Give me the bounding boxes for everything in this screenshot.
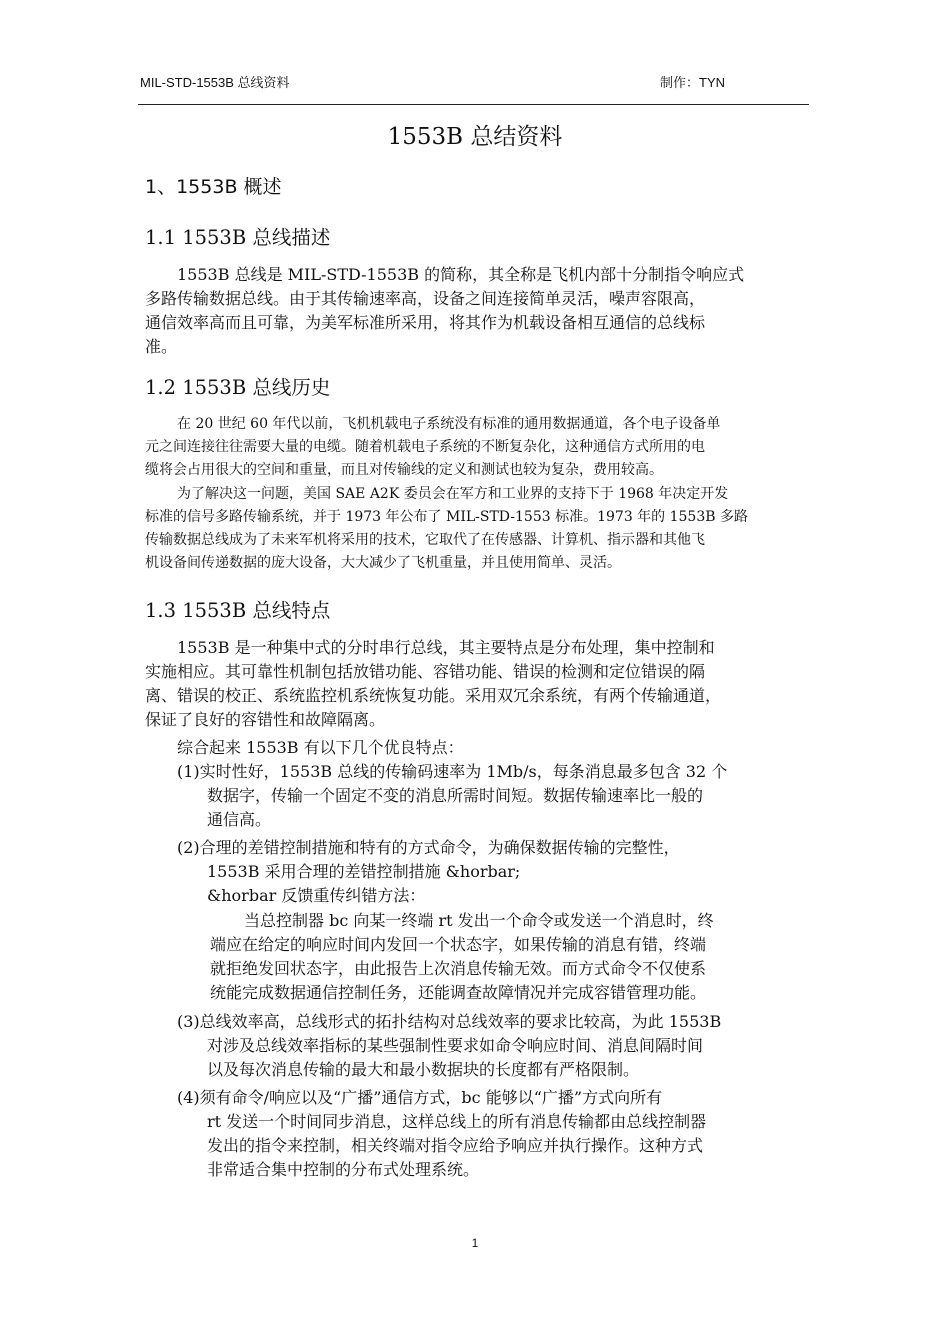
text-line: 缆将会占用很大的空间和重量，而且对传输线的定义和测试也较为复杂，费用较高。 [145,462,663,478]
text-line: 通信高。 [207,810,272,829]
text-line: 1553B 采用合理的差错控制措施 &horbar; [207,862,521,881]
text-line: 准。 [145,337,178,356]
text-line: 端应在给定的响应时间内发回一个状态字，如果传输的消息有错，终端 [210,935,707,954]
text-line: 为了解决这一问题，美国 SAE A2K 委员会在军方和工业界的支持下于 1968 年决定开发 [177,486,729,502]
section-1-1-paragraph [145,263,810,359]
text-line: 多路传输数据总线。由于其传输速率高，设备之间连接简单灵活，噪声容限高， [145,289,706,308]
section-1-2-paragraph-1 [145,413,810,482]
text-line: &horbar 反馈重传纠错方法： [207,886,426,905]
text-line: 非常适合集中控制的分布式处理系统。 [207,1160,480,1179]
text-line: 数据字，传输一个固定不变的消息所需时间短。数据传输速率比一般的 [207,786,704,805]
text-line: 传输数据总线成为了未来军机将采用的技术，它取代了在传感器、计算机、指示器和其他飞 [145,532,705,548]
text-line: (3)总线效率高，总线形式的拓扑结构对总线效率的要求比较高，为此 1553B [177,1012,722,1031]
text-line: 对涉及总线效率指标的某些强制性要求如命令响应时间、消息间隔时间 [207,1036,704,1055]
text-line: (4)须有命令/响应以及“广播”通信方式，bc 能够以“广播”方式向所有 [177,1088,663,1107]
text-line: 通信效率高而且可靠，为美军标准所采用，将其作为机载设备相互通信的总线标 [145,313,706,332]
section-1-2-paragraph-2 [145,483,810,575]
feature-item-4 [177,1086,706,1182]
text-line: 实施相应。其可靠性机制包括放错功能、容错功能、错误的检测和定位错误的隔 [145,662,706,681]
header-divider [138,104,809,105]
feature-item-2 [177,836,680,908]
text-line: 离、错误的校正、系统监控机系统恢复功能。采用双冗余系统，有两个传输通道， [145,686,722,705]
text-line: 统能完成数据通信控制任务，还能调查故障情况并完成容错管理功能。 [210,983,707,1002]
section-1-3-heading: 1.3 1553B 总线特点 [145,599,331,622]
page-number: 1 [471,1236,479,1250]
section-1-3-paragraph [145,636,810,732]
text-line: 标准的信号多路传输系统，并于 1973 年公布了 MIL-STD-1553 标准。1973 年的 1553B 多路 [145,509,748,525]
feature-item-1 [177,760,727,832]
text-line: 保证了良好的容错性和故障隔离。 [145,710,386,729]
text-line: rt 发送一个时间同步消息，这样总线上的所有消息传输都由总线控制器 [207,1112,707,1131]
text-line: 元之间连接往往需要大量的电缆。随着机载电子系统的不断复杂化，这种通信方式所用的电 [145,439,705,455]
section-1-1-heading: 1.1 1553B 总线描述 [145,226,331,249]
text-line: 在 20 世纪 60 年代以前，飞机机载电子系统没有标准的通用数据通道，各个电子设备单 [177,416,721,432]
section-1-heading: 1、1553B 概述 [145,176,282,198]
text-line: (2)合理的差错控制措施和特有的方式命令，为确保数据传输的完整性， [177,838,680,857]
header-doc-name: MIL-STD-1553B 总线资料 [140,75,290,90]
text-line: 1553B 总线是 MIL-STD-1553B 的简称，其全称是飞机内部十分制指令响应式 [177,265,745,284]
text-line: 机设备间传递数据的庞大设备，大大减少了飞机重量，并且使用简单、灵活。 [145,555,621,571]
text-line: 以及每次消息传输的最大和最小数据块的长度都有严格限制。 [207,1060,640,1079]
header-author: 制作：TYN [660,75,726,90]
features-intro: 综合起来 1553B 有以下几个优良特点： [177,738,464,757]
text-line: 当总控制器 bc 向某一终端 rt 发出一个命令或发送一个消息时，终 [244,911,714,930]
text-line: 就拒绝发回状态字，由此报告上次消息传输无效。而方式命令不仅使系 [210,959,707,978]
document-title: 1553B 总结资料 [387,124,563,150]
section-1-2-heading: 1.2 1553B 总线历史 [145,376,331,399]
feature-item-2-detail [210,909,714,1005]
text-line: 1553B 是一种集中式的分时串行总线，其主要特点是分布处理，集中控制和 [177,638,715,657]
feature-item-3 [177,1010,721,1082]
text-line: 发出的指令来控制，相关终端对指令应给予响应并执行操作。这种方式 [207,1136,704,1155]
text-line: (1)实时性好，1553B 总线的传输码速率为 1Mb/s，每条消息最多包含 32 个 [177,762,728,781]
